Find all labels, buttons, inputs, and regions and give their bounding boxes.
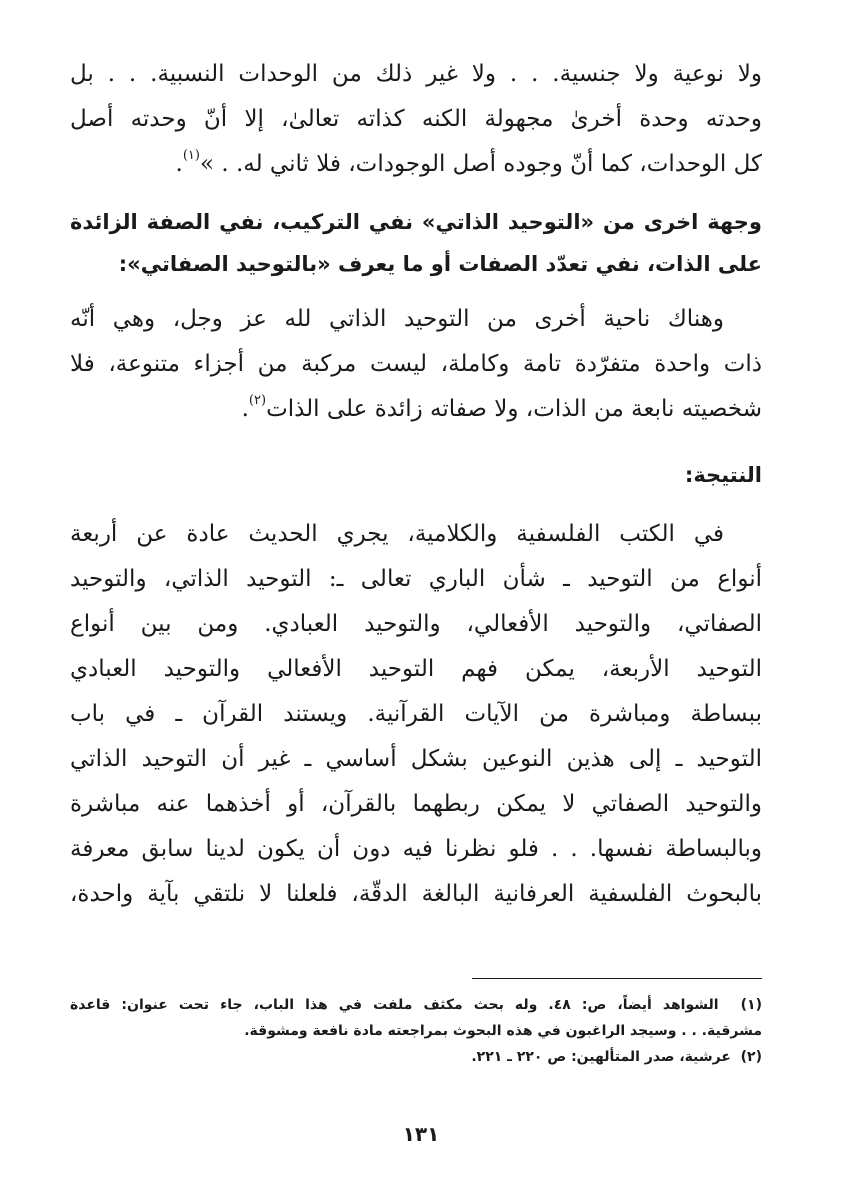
heading-line: وجهة اخرى من «التوحيد الذاتي» نفي التركيب، نفي الصفة الزائدة bbox=[70, 210, 762, 234]
heading-line: على الذات، نفي تعدّد الصفات أو ما يعرف «بالتوحيد الصفاتي»: bbox=[118, 252, 762, 276]
text-line: وهناك ناحية أخرى من التوحيد الذاتي لله عز وجل، وهي أنّه bbox=[70, 306, 724, 332]
text-line: في الكتب الفلسفية والكلامية، يجري الحديث عادة عن أربعة bbox=[70, 521, 724, 547]
paragraph-continuation bbox=[70, 52, 762, 187]
text-line-content: شخصيته نابعة من الذات، ولا صفاته زائدة على الذات bbox=[266, 396, 762, 422]
text-line bbox=[70, 387, 762, 432]
footnote-ref-1: (١) bbox=[182, 148, 200, 163]
footnote-line: مشرقية. . . وسيجد الراغبون في هذه البحوث بمراجعته مادة نافعة ومشوقة. bbox=[244, 1023, 762, 1039]
page-body bbox=[70, 52, 762, 917]
section-heading-result bbox=[70, 454, 762, 496]
text-line-content: كل الوحدات، كما أنّ وجوده أصل الوجودات، فلا ثاني له. . » bbox=[199, 151, 762, 177]
paragraph-essence bbox=[70, 297, 762, 432]
text-line-end: . bbox=[175, 151, 183, 177]
text-line: ولا نوعية ولا جنسية. . . ولا غير ذلك من الوحدات النسبية. . . بل bbox=[70, 61, 762, 87]
footnote-1 bbox=[70, 992, 762, 1044]
section-heading-tawhid bbox=[70, 201, 762, 285]
text-line: التوحيد ـ إلى هذين النوعين بشكل أساسي ـ غير أن التوحيد الذاتي bbox=[70, 746, 762, 772]
footnote-separator bbox=[472, 978, 762, 979]
paragraph-result bbox=[70, 512, 762, 917]
text-line: وحدته وحدة أخرىٰ مجهولة الكنه كذاته تعالىٰ، إلا أنّ وحدته أصل bbox=[70, 106, 762, 132]
text-line: الصفاتي، والتوحيد الأفعالي، والتوحيد العبادي. ومن بين أنواع bbox=[70, 611, 762, 637]
page-number: ١٣١ bbox=[402, 1122, 440, 1146]
footnotes bbox=[70, 992, 762, 1070]
footnote-2 bbox=[70, 1044, 762, 1070]
footnote-text: عرشية، صدر المتألهين: ص ٢٢٠ ـ ٢٢١. bbox=[471, 1049, 731, 1065]
footnote-ref-2: (٢) bbox=[248, 393, 267, 408]
text-line: والتوحيد الصفاتي لا يمكن ربطهما بالقرآن، أو أخذهما عنه مباشرة bbox=[70, 791, 762, 817]
text-line: ببساطة ومباشرة من الآيات القرآنية. ويستند القرآن ـ في باب bbox=[70, 701, 762, 727]
text-line: أنواع من التوحيد ـ شأن الباري تعالى ـ: التوحيد الذاتي، والتوحيد bbox=[70, 566, 762, 592]
footnote-marker: (١) bbox=[740, 997, 762, 1013]
footnote-text: الشواهد أيضاً، ص: ٤٨. وله بحث مكثف ملفت في هذا الباب، جاء تحت عنوان: قاعدة bbox=[70, 997, 719, 1013]
footnote-line bbox=[70, 1044, 762, 1070]
footnote-line bbox=[70, 992, 762, 1018]
text-line-end: . bbox=[241, 396, 249, 422]
footnote-marker: (٢) bbox=[740, 1049, 762, 1065]
text-line: التوحيد الأربعة، يمكن فهم التوحيد الأفعالي والتوحيد العبادي bbox=[70, 656, 762, 682]
heading-line: النتيجة: bbox=[684, 463, 762, 487]
text-line: ذات واحدة متفرّدة تامة وكاملة، ليست مركبة من أجزاء متنوعة، فلا bbox=[70, 351, 762, 377]
text-line bbox=[70, 142, 762, 187]
text-line: بالبحوث الفلسفية العرفانية البالغة الدقّة، فلعلنا لا نلتقي بآية واحدة، bbox=[70, 881, 762, 907]
text-line: وبالبساطة نفسها. . . فلو نظرنا فيه دون أن يكون لدينا سابق معرفة bbox=[70, 836, 762, 862]
